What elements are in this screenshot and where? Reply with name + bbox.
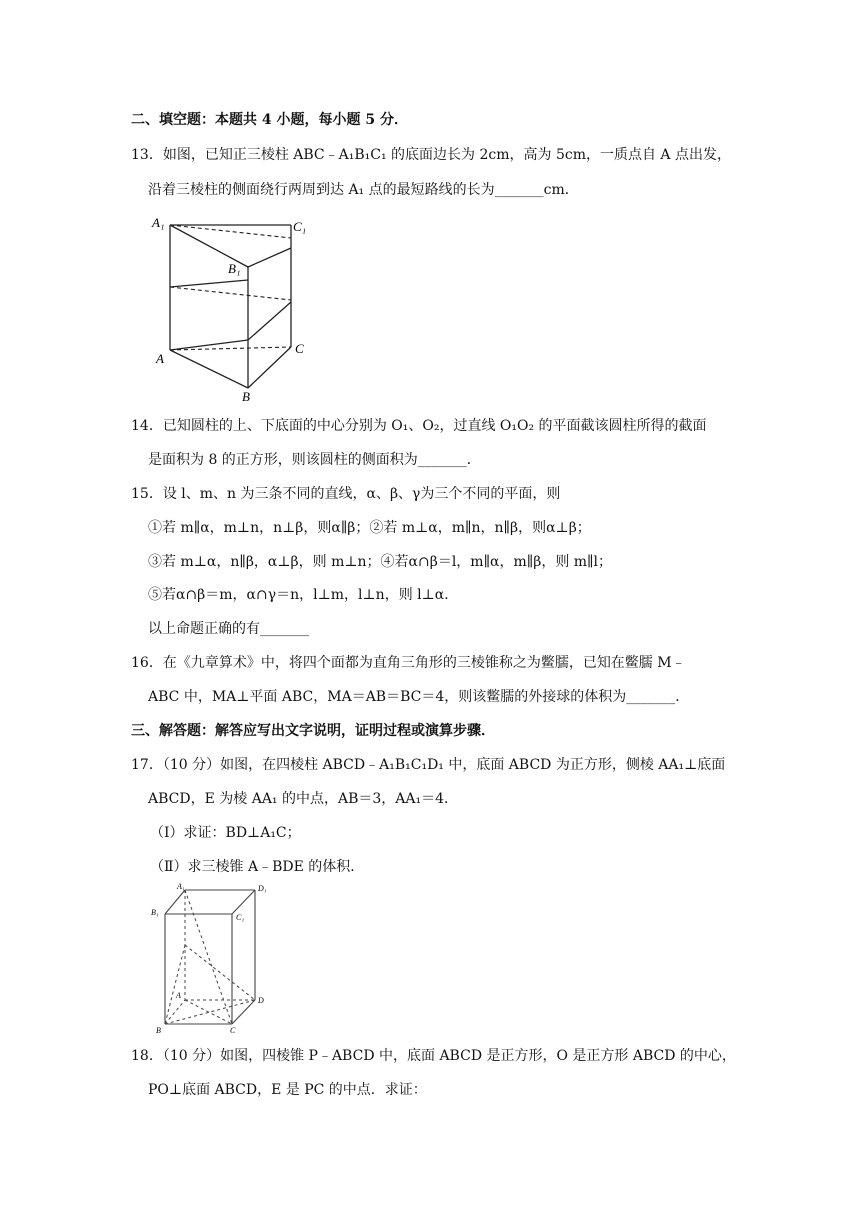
q17-text-line2: ABCD，E 为棱 AA₁ 的中点，AB＝3，AA₁＝4． bbox=[148, 791, 459, 807]
q13-text-line2: 沿着三棱柱的侧面绕行两周到达 A₁ 点的最短路线的长为_______cm． bbox=[148, 182, 579, 198]
q16-text-line1: 16．在《九章算术》中，将四个面都为直角三角形的三棱锥称之为鳖臑，已知在鳖臑 M﹣ bbox=[131, 655, 686, 671]
q18-text-line2: PO⊥底面 ABCD，E 是 PC 的中点．求证： bbox=[148, 1082, 427, 1098]
label-b: B bbox=[242, 389, 250, 404]
quadrangular-prism-figure bbox=[148, 882, 273, 1037]
label-a: A bbox=[176, 991, 181, 1000]
q17-text-line1: 17．（10 分）如图，在四棱柱 ABCD﹣A₁B₁C₁D₁ 中，底面 ABCD 为正方形，侧棱 AA₁⊥底面 bbox=[131, 757, 726, 773]
section-3-heading: 三、解答题：解答应写出文字说明，证明过程或演算步骤． bbox=[131, 723, 495, 739]
label-a: A bbox=[156, 351, 164, 366]
label-a1: A₁ bbox=[152, 215, 165, 230]
label-a1: A₁ bbox=[177, 882, 185, 891]
q15-text-line2: ①若 m∥α，m⊥n，n⊥β，则α∥β；②若 m⊥α，m∥n，n∥β，则α⊥β； bbox=[148, 520, 591, 536]
label-c: C bbox=[295, 341, 304, 356]
q13-text-line1: 13．如图，已知正三棱柱 ABC﹣A₁B₁C₁ 的底面边长为 2cm，高为 5cm，一质点自 A 点出发， bbox=[131, 147, 731, 163]
label-c1: C₁ bbox=[293, 219, 307, 234]
q15-text-line4: ⑤若α∩β＝m，α∩γ＝n，l⊥m，l⊥n，则 l⊥α． bbox=[148, 587, 459, 603]
q15-text-line3: ③若 m⊥α，n∥β，α⊥β，则 m⊥n；④若α∩β＝l，m∥α，m∥β，则 m∥l； bbox=[148, 554, 613, 570]
q18-text-line1: 18．（10 分）如图，四棱锥 P﹣ABCD 中，底面 ABCD 是正方形，O 是正方形 ABCD 的中心， bbox=[131, 1048, 736, 1064]
label-c1: C₁ bbox=[236, 913, 245, 922]
label-d1: D₁ bbox=[258, 884, 267, 893]
q17-part2: （Ⅱ）求三棱锥 A﹣BDE 的体积． bbox=[150, 859, 365, 875]
q16-text-line2: ABC 中，MA⊥平面 ABC，MA＝AB＝BC＝4，则该鳖臑的外接球的体积为_______． bbox=[148, 689, 690, 705]
section-2-heading: 二、填空题：本题共 4 小题，每小题 5 分． bbox=[131, 112, 408, 128]
triangular-prism-figure bbox=[148, 210, 318, 405]
label-d: D bbox=[258, 996, 264, 1005]
q15-text-line1: 15．设 l、m、n 为三条不同的直线，α、β、γ为三个不同的平面，则 bbox=[131, 486, 561, 502]
q17-part1: （Ⅰ）求证：BD⊥A₁C； bbox=[150, 825, 301, 841]
q15-text-line5: 以上命题正确的有_______ bbox=[148, 621, 309, 637]
q14-text-line1: 14．已知圆柱的上、下底面的中心分别为 O₁、O₂，过直线 O₁O₂ 的平面截该圆柱所得的截面 bbox=[131, 418, 707, 434]
q14-text-line2: 是面积为 8 的正方形，则该圆柱的侧面积为_______． bbox=[148, 452, 481, 468]
label-b: B bbox=[156, 1026, 161, 1035]
label-b1: B₁ bbox=[151, 908, 159, 917]
label-c: C bbox=[230, 1026, 236, 1035]
label-b1: B₁ bbox=[228, 261, 241, 276]
